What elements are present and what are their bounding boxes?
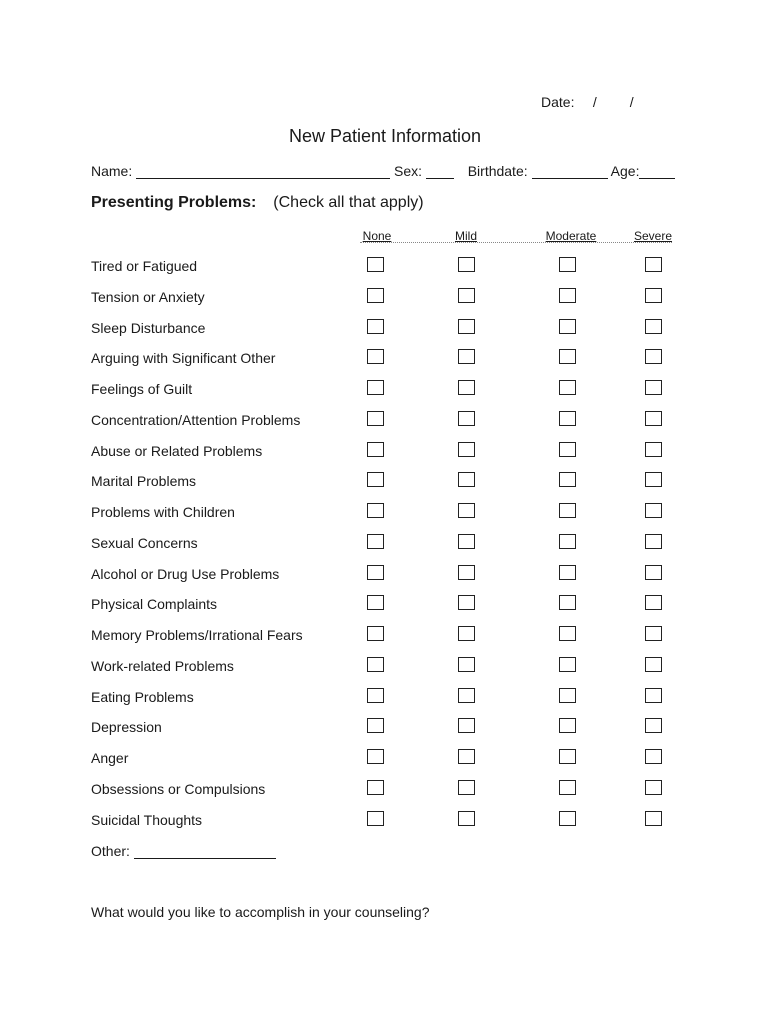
other-field[interactable] [134, 844, 276, 859]
problem-label: Marital Problems [91, 473, 197, 490]
checkbox-severe[interactable] [645, 565, 662, 580]
name-label: Name: [91, 163, 133, 179]
counseling-goal-question: What would you like to accomplish in your counseling? [91, 904, 430, 920]
problem-label: Anger [91, 750, 129, 766]
checkbox-mild[interactable] [458, 780, 475, 795]
problem-label: Work-related Problems [91, 657, 234, 674]
checkbox-moderate[interactable] [559, 472, 576, 487]
checkbox-none[interactable] [367, 780, 384, 795]
checkbox-moderate[interactable] [559, 257, 576, 272]
problem-label: Alcohol or Drug Use Problems [91, 565, 280, 582]
checkbox-severe[interactable] [645, 749, 662, 764]
checkbox-mild[interactable] [458, 503, 475, 518]
age-label: Age: [610, 163, 640, 179]
section-heading: Presenting Problems: (Check all that apply) [91, 194, 424, 211]
checkbox-none[interactable] [367, 349, 384, 364]
checkbox-mild[interactable] [458, 595, 475, 610]
checkbox-severe[interactable] [645, 595, 662, 610]
checkbox-none[interactable] [367, 626, 384, 641]
checkbox-moderate[interactable] [559, 288, 576, 303]
checkbox-none[interactable] [367, 288, 384, 303]
checkbox-moderate[interactable] [559, 319, 576, 334]
date-field [541, 94, 648, 110]
checkbox-none[interactable] [367, 442, 384, 457]
checkbox-severe[interactable] [645, 319, 662, 334]
date-separator: / [629, 94, 634, 110]
problem-label: Problems with Children [91, 504, 235, 520]
checkbox-moderate[interactable] [559, 380, 576, 395]
checkbox-severe[interactable] [645, 780, 662, 795]
column-header-moderate: Moderate [545, 229, 597, 243]
checkbox-severe[interactable] [645, 688, 662, 703]
problem-label: Memory Problems/Irrational Fears [91, 627, 303, 643]
checkbox-none[interactable] [367, 503, 384, 518]
checkbox-mild[interactable] [458, 288, 475, 303]
problem-label: Obsessions or Compulsions [91, 780, 266, 797]
checkbox-none[interactable] [367, 380, 384, 395]
column-header-severe: Severe [633, 229, 673, 243]
checkbox-severe[interactable] [645, 811, 662, 826]
section-title: Presenting Problems [91, 194, 252, 211]
problem-label: Tension or Anxiety [91, 288, 205, 305]
name-field[interactable] [136, 164, 390, 179]
checkbox-none[interactable] [367, 534, 384, 549]
checkbox-severe[interactable] [645, 442, 662, 457]
checkbox-moderate[interactable] [559, 780, 576, 795]
checkbox-none[interactable] [367, 595, 384, 610]
checkbox-mild[interactable] [458, 349, 475, 364]
checkbox-moderate[interactable] [559, 811, 576, 826]
checkbox-moderate[interactable] [559, 349, 576, 364]
checkbox-moderate[interactable] [559, 688, 576, 703]
checkbox-none[interactable] [367, 565, 384, 580]
patient-info-row [91, 163, 675, 179]
checkbox-none[interactable] [367, 319, 384, 334]
problem-label: Concentration/Attention Problems [91, 411, 301, 428]
sex-field[interactable] [426, 164, 454, 179]
checkbox-none[interactable] [367, 411, 384, 426]
problem-label: Sexual Concerns [91, 534, 198, 551]
section-instruction: (Check all that apply) [273, 194, 424, 211]
checkbox-moderate[interactable] [559, 595, 576, 610]
checkbox-none[interactable] [367, 472, 384, 487]
checkbox-mild[interactable] [458, 688, 475, 703]
problem-label: Sleep Disturbance [91, 319, 206, 336]
checkbox-mild[interactable] [458, 442, 475, 457]
checkbox-severe[interactable] [645, 657, 662, 672]
problem-label: Feelings of Guilt [91, 381, 193, 397]
date-label: Date: [541, 94, 575, 110]
age-field[interactable] [639, 164, 675, 179]
other-label: Other: [91, 843, 130, 859]
checkbox-mild[interactable] [458, 718, 475, 733]
checkbox-mild[interactable] [458, 411, 475, 426]
checkbox-moderate[interactable] [559, 411, 576, 426]
checkbox-severe[interactable] [645, 288, 662, 303]
checkbox-moderate[interactable] [559, 657, 576, 672]
checkbox-moderate[interactable] [559, 565, 576, 580]
checkbox-none[interactable] [367, 749, 384, 764]
column-header-mild: Mild [454, 229, 477, 243]
checkbox-mild[interactable] [458, 811, 475, 826]
problem-label: Suicidal Thoughts [91, 811, 203, 828]
checkbox-mild[interactable] [458, 657, 475, 672]
checkbox-mild[interactable] [458, 626, 475, 641]
problem-label: Depression [91, 719, 162, 736]
checkbox-severe[interactable] [645, 380, 662, 395]
checkbox-moderate[interactable] [559, 503, 576, 518]
page-title: New Patient Information [288, 126, 482, 146]
checkbox-severe[interactable] [645, 503, 662, 518]
checkbox-moderate[interactable] [559, 534, 576, 549]
checkbox-mild[interactable] [458, 534, 475, 549]
checkbox-mild[interactable] [458, 472, 475, 487]
column-header-none: None [362, 229, 392, 243]
checkbox-none[interactable] [367, 718, 384, 733]
checkbox-moderate[interactable] [559, 442, 576, 457]
checkbox-moderate[interactable] [559, 718, 576, 733]
problem-label: Physical Complaints [91, 596, 218, 613]
checkbox-none[interactable] [367, 257, 384, 272]
checkbox-severe[interactable] [645, 626, 662, 641]
problem-label: Eating Problems [91, 688, 194, 705]
problem-label: Abuse or Related Problems [91, 442, 263, 459]
checkbox-severe[interactable] [645, 472, 662, 487]
checkbox-severe[interactable] [645, 411, 662, 426]
checkbox-moderate[interactable] [559, 749, 576, 764]
checkbox-mild[interactable] [458, 319, 475, 334]
checkbox-mild[interactable] [458, 565, 475, 580]
other-row [91, 843, 276, 859]
checkbox-moderate[interactable] [559, 626, 576, 641]
date-separator: / [592, 94, 597, 110]
problem-label: Arguing with Significant Other [91, 350, 276, 367]
checkbox-mild[interactable] [458, 257, 475, 272]
checkbox-none[interactable] [367, 657, 384, 672]
checkbox-severe[interactable] [645, 257, 662, 272]
checkbox-none[interactable] [367, 688, 384, 703]
problem-label: Tired or Fatigued [91, 258, 198, 274]
checkbox-mild[interactable] [458, 749, 475, 764]
checkbox-severe[interactable] [645, 534, 662, 549]
checkbox-mild[interactable] [458, 380, 475, 395]
sex-label: Sex: [394, 163, 423, 179]
birthdate-label: Birthdate: [467, 163, 528, 179]
checkbox-severe[interactable] [645, 718, 662, 733]
checkbox-none[interactable] [367, 811, 384, 826]
birthdate-field[interactable] [532, 164, 608, 179]
checkbox-severe[interactable] [645, 349, 662, 364]
